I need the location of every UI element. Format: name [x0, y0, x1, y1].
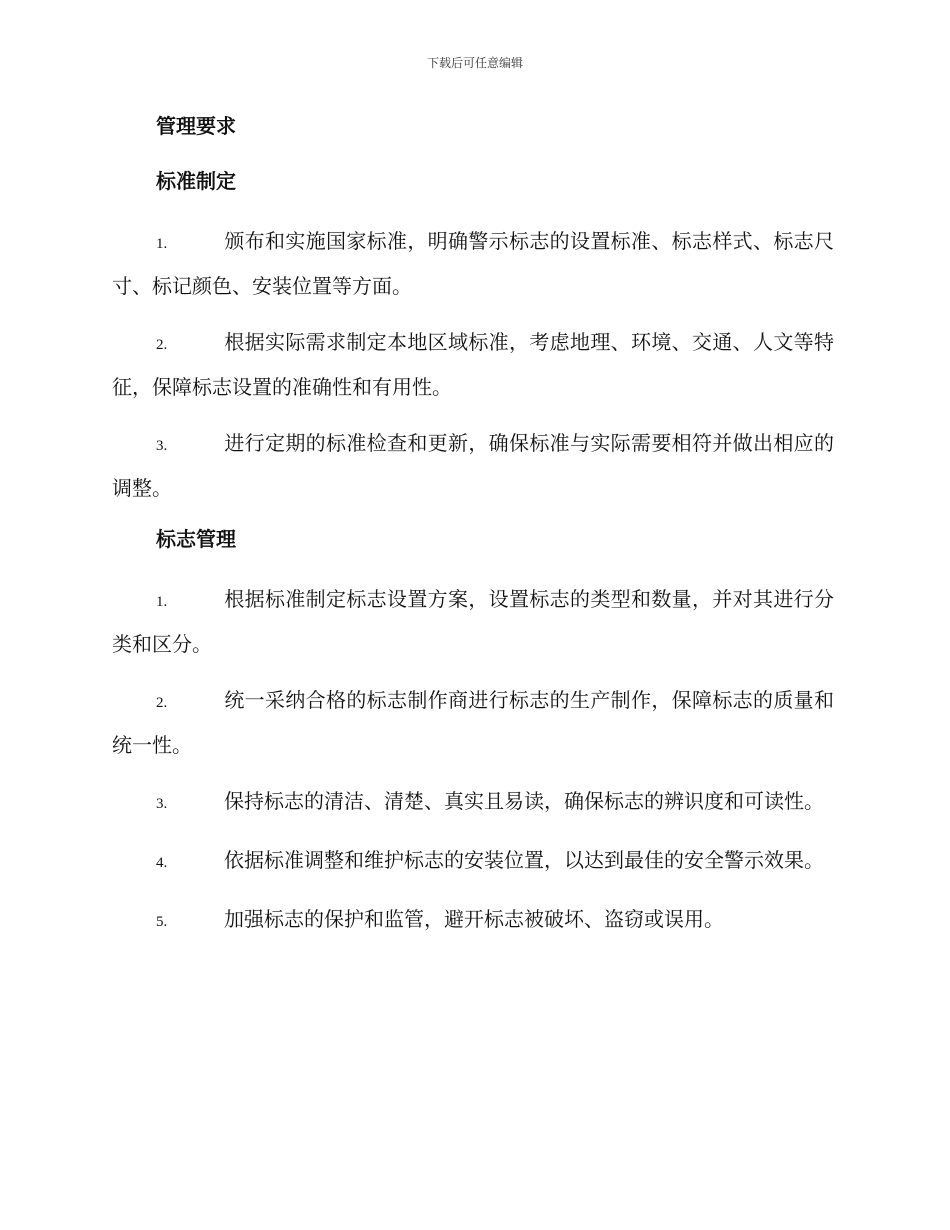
list-item-number: 1.	[156, 236, 168, 252]
list-item-number: 5.	[156, 914, 168, 930]
list-item-text: 根据实际需求制定本地区域标准，考虑地理、环境、交通、人文等特征，保障标志设置的准确性和有用性。	[112, 330, 834, 399]
section-heading-management-requirements: 管理要求	[156, 114, 236, 138]
list-item-text: 根据标准制定标志设置方案，设置标志的类型和数量，并对其进行分类和区分。	[112, 587, 834, 656]
list-item-text: 加强标志的保护和监管，避开标志被破坏、盗窃或误用。	[224, 907, 724, 931]
list-item-number: 2.	[156, 337, 168, 353]
list-item	[112, 422, 834, 509]
list-item-text: 颁布和实施国家标准，明确警示标志的设置标准、标志样式、标志尺寸、标记颜色、安装位置等方面。	[112, 229, 834, 298]
list-item	[112, 898, 834, 943]
list-item-text: 依据标准调整和维护标志的安装位置，以达到最佳的安全警示效果。	[224, 848, 824, 872]
list-item-number: 3.	[156, 796, 168, 812]
list-item	[112, 780, 834, 825]
list-item	[112, 679, 834, 766]
list-item	[112, 578, 834, 665]
list-item	[112, 839, 834, 884]
section-heading-standard-setting: 标准制定	[156, 169, 236, 193]
list-item-number: 3.	[156, 438, 168, 454]
list-item-text: 进行定期的标准检查和更新，确保标准与实际需要相符并做出相应的调整。	[112, 431, 834, 500]
section-heading-sign-management: 标志管理	[156, 527, 236, 551]
list-item-number: 2.	[156, 695, 168, 711]
list-item-number: 4.	[156, 855, 168, 871]
list-item-text: 统一采纳合格的标志制作商进行标志的生产制作，保障标志的质量和统一性。	[112, 688, 834, 757]
list-item	[112, 321, 834, 408]
document-body	[112, 110, 834, 957]
list-item	[112, 220, 834, 307]
list-item-text: 保持标志的清洁、清楚、真实且易读，确保标志的辨识度和可读性。	[224, 789, 824, 813]
list-item-number: 1.	[156, 594, 168, 610]
page-header: 下载后可任意编辑	[426, 56, 523, 70]
